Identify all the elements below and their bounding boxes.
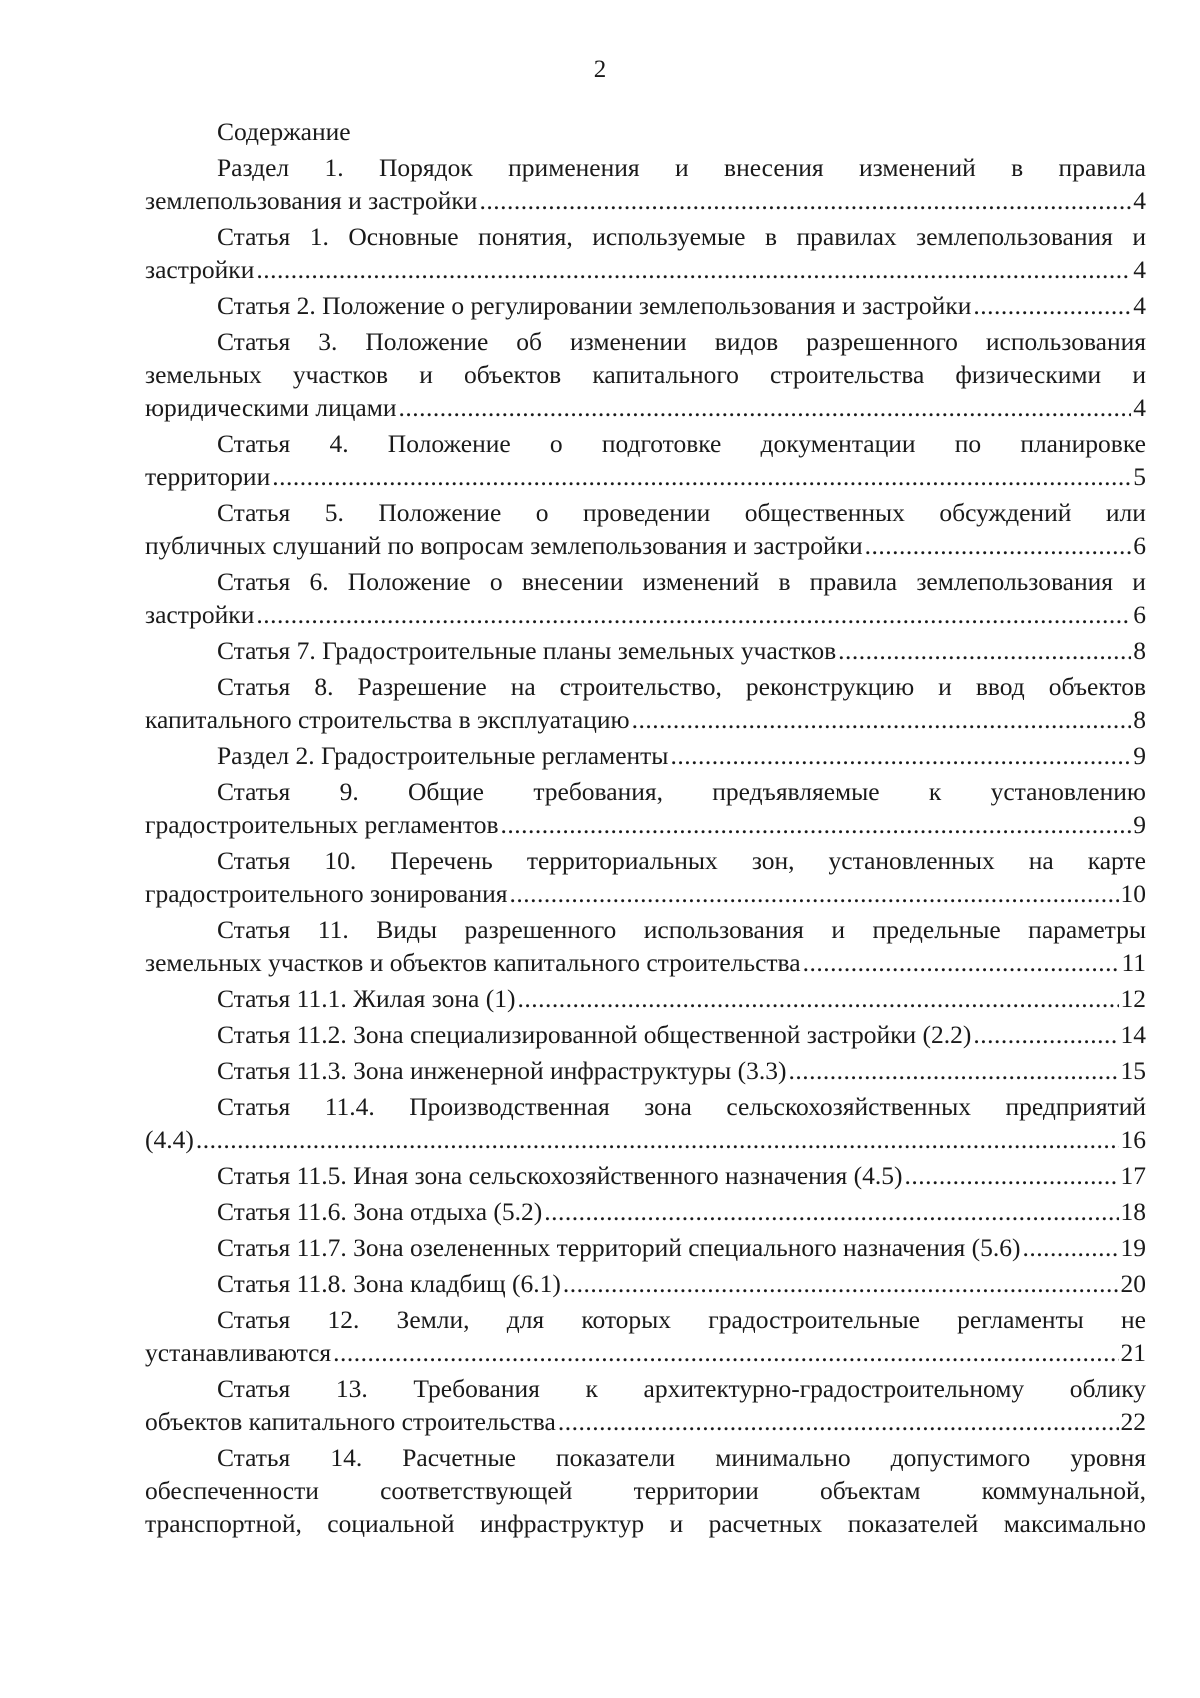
- toc-entry-last-line: [145, 808, 1146, 841]
- toc-entry-page: 18: [1120, 1197, 1146, 1226]
- toc-entry: [145, 1159, 1146, 1192]
- toc-entry-last-line: [145, 1267, 1146, 1300]
- toc-entry: [145, 1054, 1146, 1087]
- toc-entry-title: (4.4): [145, 1125, 194, 1154]
- toc-entry-page: 10: [1120, 879, 1146, 908]
- toc-entry-line: Статья 4. Положение о подготовке документации по планировке: [217, 429, 1146, 458]
- toc-entry-line: Статья 5. Положение о проведении общественных обсуждений или: [217, 498, 1146, 527]
- toc-entry-last-line: [145, 1231, 1146, 1264]
- toc-entry-title: публичных слушаний по вопросам землепользования и застройки: [145, 531, 863, 560]
- dot-leader: [838, 634, 1131, 667]
- toc-entry-page: 4: [1133, 186, 1146, 215]
- toc-entry-last-line: [145, 529, 1146, 562]
- toc-entry-page: 14: [1120, 1020, 1146, 1049]
- toc-entry-page: 12: [1120, 984, 1146, 1013]
- toc-entry-title: Раздел 2. Градостроительные регламенты: [217, 741, 669, 770]
- toc-entry-title: Статья 7. Градостроительные планы земельных участков: [217, 636, 837, 665]
- toc-entry-line: Статья 11. Виды разрешенного использования и предельные параметры: [217, 915, 1146, 944]
- toc-entry-page: 4: [1133, 255, 1146, 284]
- toc-entry-page: 4: [1133, 291, 1146, 320]
- toc-entry-last-line: [145, 289, 1146, 322]
- dot-leader: [256, 253, 1131, 286]
- dot-leader: [558, 1405, 1119, 1438]
- dot-leader: [196, 1123, 1119, 1156]
- toc-entry-line: Статья 3. Положение об изменении видов разрешенного использования: [217, 327, 1146, 356]
- toc-entry-line: земельных участков и объектов капитального строительства физическими и: [145, 360, 1146, 389]
- toc-entry-title: Статья 2. Положение о регулировании землепользования и застройки: [217, 291, 972, 320]
- toc-entry-last-line: [145, 184, 1146, 217]
- toc-entry: [145, 1303, 1146, 1369]
- toc-entry: [145, 739, 1146, 772]
- toc-entry-line: Статья 14. Расчетные показатели минимально допустимого уровня: [217, 1443, 1146, 1472]
- toc-entry: [145, 427, 1146, 493]
- dot-leader: [973, 1018, 1118, 1051]
- toc-entry-last-line: [145, 1159, 1146, 1192]
- toc-heading: Содержание: [217, 117, 351, 146]
- toc-entry: [145, 151, 1146, 217]
- toc-entry-last-line: [145, 1336, 1146, 1369]
- toc-entry-last-line: [145, 982, 1146, 1015]
- dot-leader: [563, 1267, 1119, 1300]
- toc-entry: [145, 634, 1146, 667]
- toc-entry-last-line: [145, 598, 1146, 631]
- toc-entry-title: юридическими лицами: [145, 393, 397, 422]
- toc-entry-title: Статья 11.5. Иная зона сельскохозяйственного назначения (4.5): [217, 1161, 903, 1190]
- toc-entry: [145, 496, 1146, 562]
- toc-entry-last-line: [145, 1405, 1146, 1438]
- toc-entry-last-line: [145, 1054, 1146, 1087]
- toc-entry-page: 8: [1133, 705, 1146, 734]
- toc-entry-page: 21: [1120, 1338, 1146, 1367]
- toc-entry-page: 19: [1120, 1233, 1146, 1262]
- toc-entry-page: 6: [1133, 531, 1146, 560]
- toc-entry-line: транспортной, социальной инфраструктур и расчетных показателей максимально: [145, 1509, 1146, 1538]
- toc-entry-last-line: [145, 739, 1146, 772]
- dot-leader: [333, 1336, 1118, 1369]
- toc-entry-title: территории: [145, 462, 271, 491]
- toc-entry: [145, 1267, 1146, 1300]
- toc-entry-line: Статья 10. Перечень территориальных зон, установленных на карте: [217, 846, 1146, 875]
- toc-entry-line: Статья 9. Общие требования, предъявляемые к установлению: [217, 777, 1146, 806]
- dot-leader: [509, 877, 1118, 910]
- toc-entry-title: застройки: [145, 600, 255, 629]
- toc-entry-line: Раздел 1. Порядок применения и внесения изменений в правила: [217, 153, 1146, 182]
- toc-entry: [145, 1195, 1146, 1228]
- toc-entry: [145, 289, 1146, 322]
- toc-entry-last-line: [145, 946, 1146, 979]
- toc-entry-last-line: [145, 877, 1146, 910]
- dot-leader: [904, 1159, 1118, 1192]
- toc-entry: [145, 913, 1146, 979]
- toc-entry: [145, 1090, 1146, 1156]
- dot-leader: [670, 739, 1131, 772]
- toc-entry-page: 11: [1121, 948, 1146, 977]
- toc-entry-title: застройки: [145, 255, 255, 284]
- toc-entry-page: 9: [1133, 741, 1146, 770]
- dot-leader: [632, 703, 1132, 736]
- dot-leader: [398, 391, 1131, 424]
- toc-entry: [145, 220, 1146, 286]
- toc-entry-page: 22: [1120, 1407, 1146, 1436]
- toc-entry-last-line: [145, 703, 1146, 736]
- toc-entry-line: Статья 12. Земли, для которых градостроительные регламенты не: [217, 1305, 1146, 1334]
- toc-entry-last-line: [145, 253, 1146, 286]
- dot-leader: [517, 982, 1118, 1015]
- toc-entry-page: 17: [1120, 1161, 1146, 1190]
- dot-leader: [272, 460, 1131, 493]
- toc-entry-title: Статья 11.1. Жилая зона (1): [217, 984, 516, 1013]
- toc-entry-page: 9: [1133, 810, 1146, 839]
- toc-entry: [145, 1018, 1146, 1051]
- toc-entry: [145, 775, 1146, 841]
- toc-entry-title: объектов капитального строительства: [145, 1407, 556, 1436]
- toc-entry-title: градостроительного зонирования: [145, 879, 508, 908]
- toc-entry-page: 6: [1133, 600, 1146, 629]
- toc-entry-line: Статья 11.4. Производственная зона сельскохозяйственных предприятий: [217, 1092, 1146, 1121]
- toc-entry-title: Статья 11.2. Зона специализированной общественной застройки (2.2): [217, 1020, 972, 1049]
- toc-entry-last-line: [145, 1123, 1146, 1156]
- toc-entry-title: капитального строительства в эксплуатацию: [145, 705, 630, 734]
- toc-entry-line: Статья 1. Основные понятия, используемые в правилах землепользования и: [217, 222, 1146, 251]
- toc-entry-page: 4: [1133, 393, 1146, 422]
- toc-entry-title: Статья 11.8. Зона кладбищ (6.1): [217, 1269, 561, 1298]
- dot-leader: [479, 184, 1131, 217]
- toc-entry-line: Статья 8. Разрешение на строительство, реконструкцию и ввод объектов: [217, 672, 1146, 701]
- toc-entry-last-line: [145, 460, 1146, 493]
- toc-entry-title: Статья 11.3. Зона инженерной инфраструктуры (3.3): [217, 1056, 787, 1085]
- dot-leader: [501, 808, 1132, 841]
- toc-entry: [145, 565, 1146, 631]
- toc-entry-last-line: [145, 1195, 1146, 1228]
- table-of-contents: [145, 115, 1146, 1543]
- toc-entry-last-line: [145, 391, 1146, 424]
- toc-entry-page: 20: [1120, 1269, 1146, 1298]
- toc-entry-page: 15: [1120, 1056, 1146, 1085]
- toc-entries: [145, 151, 1146, 1540]
- dot-leader: [803, 946, 1120, 979]
- toc-entry: [145, 1441, 1146, 1540]
- page-number: 2: [593, 56, 607, 83]
- toc-entry-last-line: [145, 1018, 1146, 1051]
- toc-entry-line: обеспеченности соответствующей территории объектам коммунальной,: [145, 1476, 1146, 1505]
- toc-entry-title: устанавливаются: [145, 1338, 332, 1367]
- toc-entry: [145, 982, 1146, 1015]
- toc-entry-title: градостроительных регламентов: [145, 810, 499, 839]
- toc-entry: [145, 1372, 1146, 1438]
- dot-leader: [973, 289, 1131, 322]
- dot-leader: [256, 598, 1131, 631]
- toc-entry: [145, 325, 1146, 424]
- toc-entry: [145, 844, 1146, 910]
- toc-entry-title: Статья 11.7. Зона озелененных территорий специального назначения (5.6): [217, 1233, 1021, 1262]
- toc-entry-title: землепользования и застройки: [145, 186, 478, 215]
- toc-entry-title: Статья 11.6. Зона отдыха (5.2): [217, 1197, 543, 1226]
- toc-entry-last-line: [145, 634, 1146, 667]
- toc-entry-title: земельных участков и объектов капитального строительства: [145, 948, 801, 977]
- toc-entry-page: 5: [1133, 462, 1146, 491]
- toc-entry-page: 16: [1120, 1125, 1146, 1154]
- toc-entry-line: Статья 6. Положение о внесении изменений в правила землепользования и: [217, 567, 1146, 596]
- toc-entry-line: Статья 13. Требования к архитектурно-градостроительному облику: [217, 1374, 1146, 1403]
- dot-leader: [789, 1054, 1119, 1087]
- dot-leader: [865, 529, 1132, 562]
- toc-entry-page: 8: [1133, 636, 1146, 665]
- toc-entry: [145, 1231, 1146, 1264]
- dot-leader: [1022, 1231, 1118, 1264]
- dot-leader: [544, 1195, 1118, 1228]
- toc-entry: [145, 670, 1146, 736]
